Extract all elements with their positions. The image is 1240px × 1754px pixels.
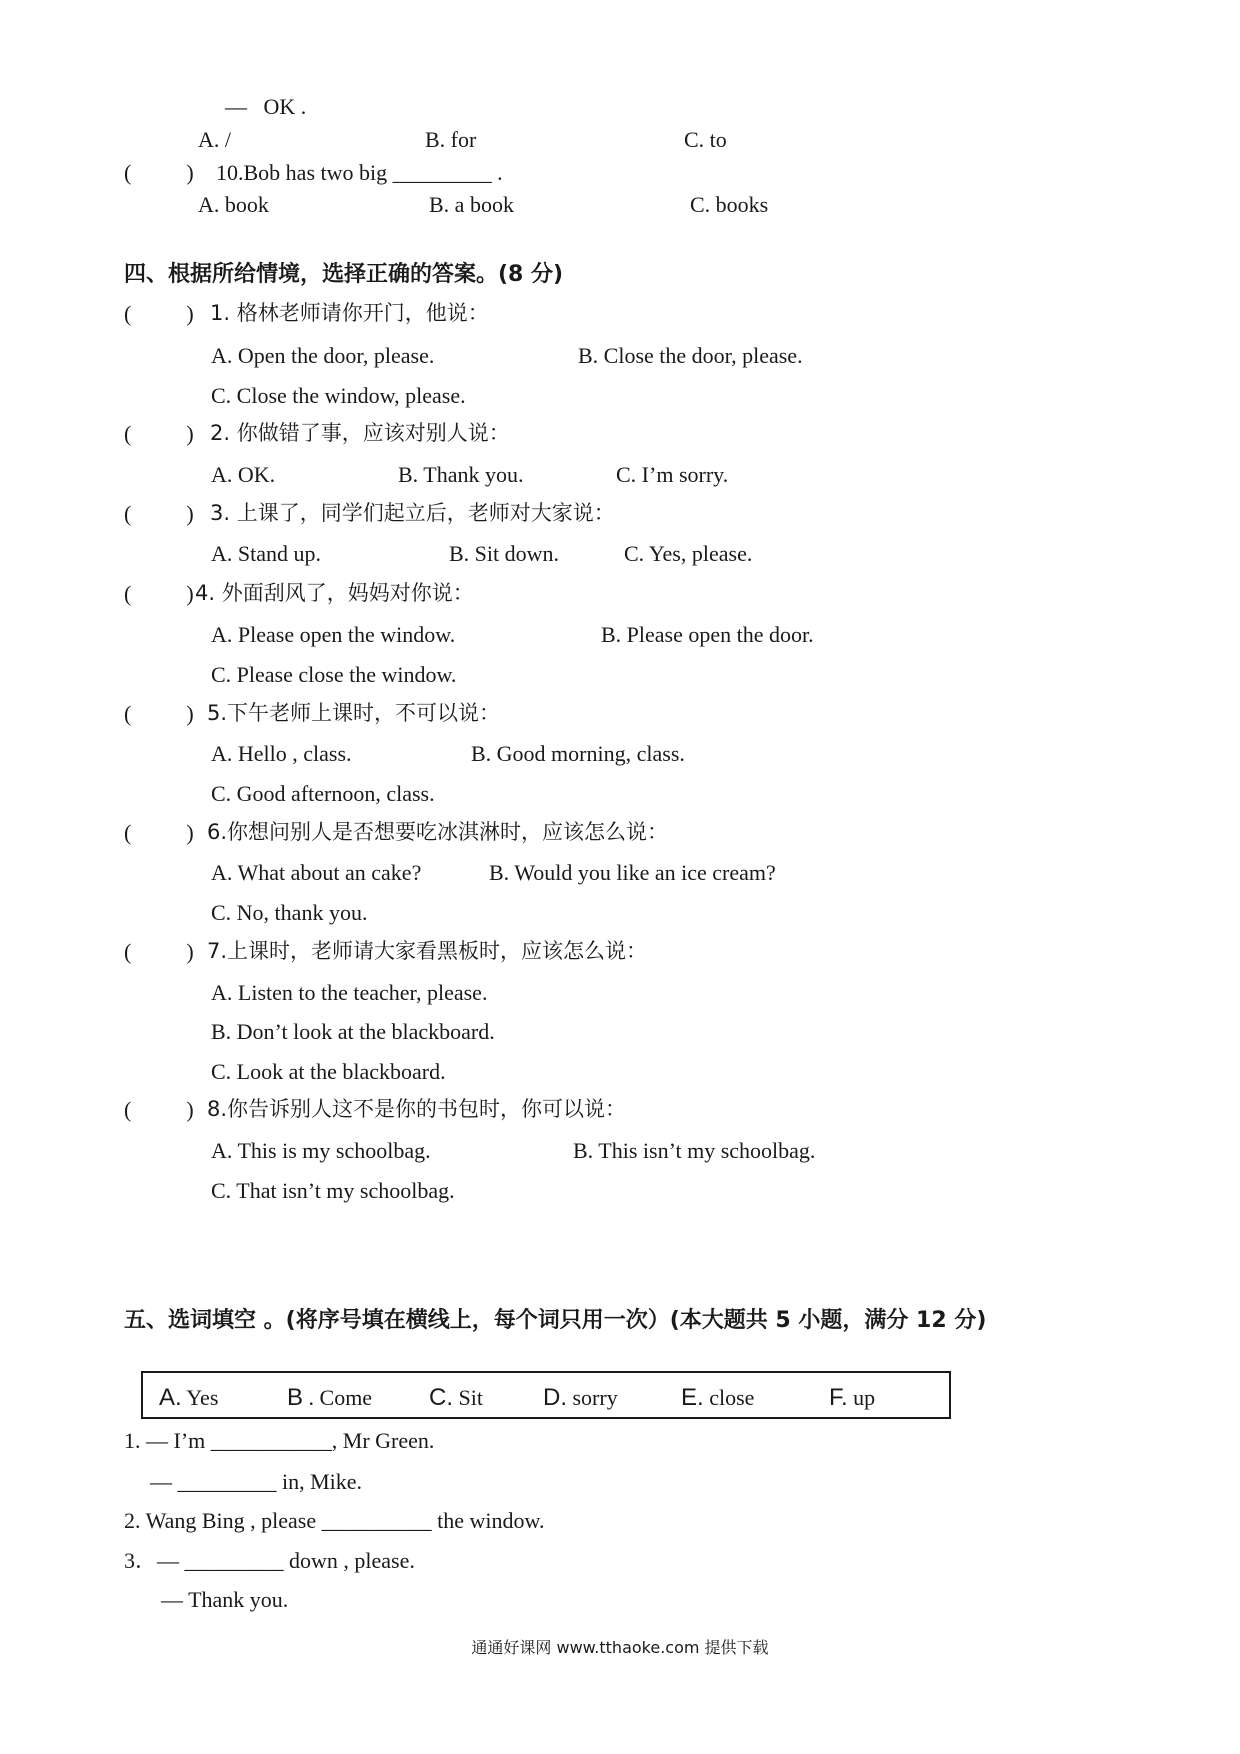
- s4-q1-text: 1. 格林老师请你开门，他说：: [210, 301, 489, 325]
- word-bank-item-f: F. up: [829, 1384, 876, 1411]
- fill-line-1: 1. — I’m ___________, Mr Green.: [124, 1428, 435, 1453]
- s4-q6-text: 6.你想问别人是否想要吃冰淇淋时，应该怎么说：: [207, 820, 669, 844]
- section5-heading: 五、选词填空 。(将序号填在横线上，每个词只用一次）(本大题共 5 小题，满分 12 分): [124, 1308, 987, 1333]
- s4-q2-option-b: B. Thank you.: [398, 462, 524, 487]
- s4-q2-paren: ( ): [124, 421, 194, 446]
- s4-q7-text: 7.上课时，老师请大家看黑板时，应该怎么说：: [207, 939, 648, 963]
- word-bank-item-c: C. Sit: [429, 1384, 483, 1411]
- s4-q1-option-b: B. Close the door, please.: [578, 343, 803, 368]
- s4-q8-paren: ( ): [124, 1097, 194, 1122]
- s4-q4-option-b: B. Please open the door.: [601, 622, 814, 647]
- q10-text: 10.Bob has two big _________ .: [216, 160, 503, 185]
- word-bank-item-d: D. sorry: [543, 1384, 618, 1411]
- s4-q6-option-c: C. No, thank you.: [211, 900, 368, 925]
- s4-q7-option-a: A. Listen to the teacher, please.: [211, 980, 488, 1005]
- s4-q2-option-a: A. OK.: [211, 462, 276, 487]
- s4-q5-paren: ( ): [124, 701, 194, 726]
- s4-q2-option-c: C. I’m sorry.: [616, 462, 729, 487]
- fill-line-3: 3．— _________ down , please.: [124, 1548, 415, 1573]
- s4-q3-option-a: A. Stand up.: [211, 541, 321, 566]
- q10-option-c: C. books: [690, 192, 769, 217]
- fill-line-2: 2. Wang Bing , please __________ the window.: [124, 1508, 545, 1533]
- s4-q8-option-b: B. This isn’t my schoolbag.: [573, 1138, 816, 1163]
- q10-answer-paren: ( ): [124, 160, 194, 185]
- s4-q1-option-c: C. Close the window, please.: [211, 383, 466, 408]
- s4-q8-option-a: A. This is my schoolbag.: [211, 1138, 431, 1163]
- word-bank-box: [141, 1371, 951, 1419]
- s4-q8-option-c: C. That isn’t my schoolbag.: [211, 1178, 455, 1203]
- fill-line-3-reply: — Thank you.: [161, 1587, 289, 1612]
- q9-dialog: — OK .: [225, 94, 307, 119]
- s4-q8-text: 8.你告诉别人这不是你的书包时，你可以说：: [207, 1097, 627, 1121]
- s4-q5-option-c: C. Good afternoon, class.: [211, 781, 435, 806]
- s4-q5-text: 5.下午老师上课时，不可以说：: [207, 701, 501, 725]
- s4-q4-paren: ( ): [124, 581, 194, 606]
- s4-q3-paren: ( ): [124, 501, 194, 526]
- s4-q3-option-b: B. Sit down.: [449, 541, 560, 566]
- section4-heading: 四、根据所给情境，选择正确的答案。(8 分): [124, 262, 564, 287]
- page-footer: 通通好课网 www.tthaoke.com 提供下载: [471, 1638, 769, 1657]
- s4-q6-paren: ( ): [124, 820, 194, 845]
- s4-q3-text: 3. 上课了，同学们起立后，老师对大家说：: [210, 501, 615, 525]
- word-bank-item-a: A. Yes: [159, 1384, 219, 1411]
- s4-q2-text: 2. 你做错了事，应该对别人说：: [210, 421, 510, 445]
- q9-option-a: A. /: [198, 127, 231, 152]
- s4-q4-option-a: A. Please open the window.: [211, 622, 456, 647]
- q10-option-a: A. book: [198, 192, 269, 217]
- s4-q4-text: 4. 外面刮风了，妈妈对你说：: [195, 581, 474, 605]
- s4-q7-option-c: C. Look at the blackboard.: [211, 1059, 446, 1084]
- s4-q5-option-b: B. Good morning, class.: [471, 741, 685, 766]
- s4-q6-option-b: B. Would you like an ice cream?: [489, 860, 776, 885]
- word-bank-item-e: E. close: [681, 1384, 755, 1411]
- fill-line-1-reply: — _________ in, Mike.: [150, 1469, 363, 1494]
- s4-q6-option-a: A. What about an cake?: [211, 860, 422, 885]
- s4-q4-option-c: C. Please close the window.: [211, 662, 457, 687]
- s4-q7-option-b: B. Don’t look at the blackboard.: [211, 1019, 495, 1044]
- s4-q5-option-a: A. Hello , class.: [211, 741, 352, 766]
- q9-option-b: B. for: [425, 127, 477, 152]
- s4-q1-option-a: A. Open the door, please.: [211, 343, 435, 368]
- s4-q3-option-c: C. Yes, please.: [624, 541, 753, 566]
- word-bank-item-b: B . Come: [287, 1384, 373, 1411]
- s4-q7-paren: ( ): [124, 939, 194, 964]
- q10-option-b: B. a book: [429, 192, 514, 217]
- s4-q1-paren: ( ): [124, 301, 194, 326]
- q9-option-c: C. to: [684, 127, 727, 152]
